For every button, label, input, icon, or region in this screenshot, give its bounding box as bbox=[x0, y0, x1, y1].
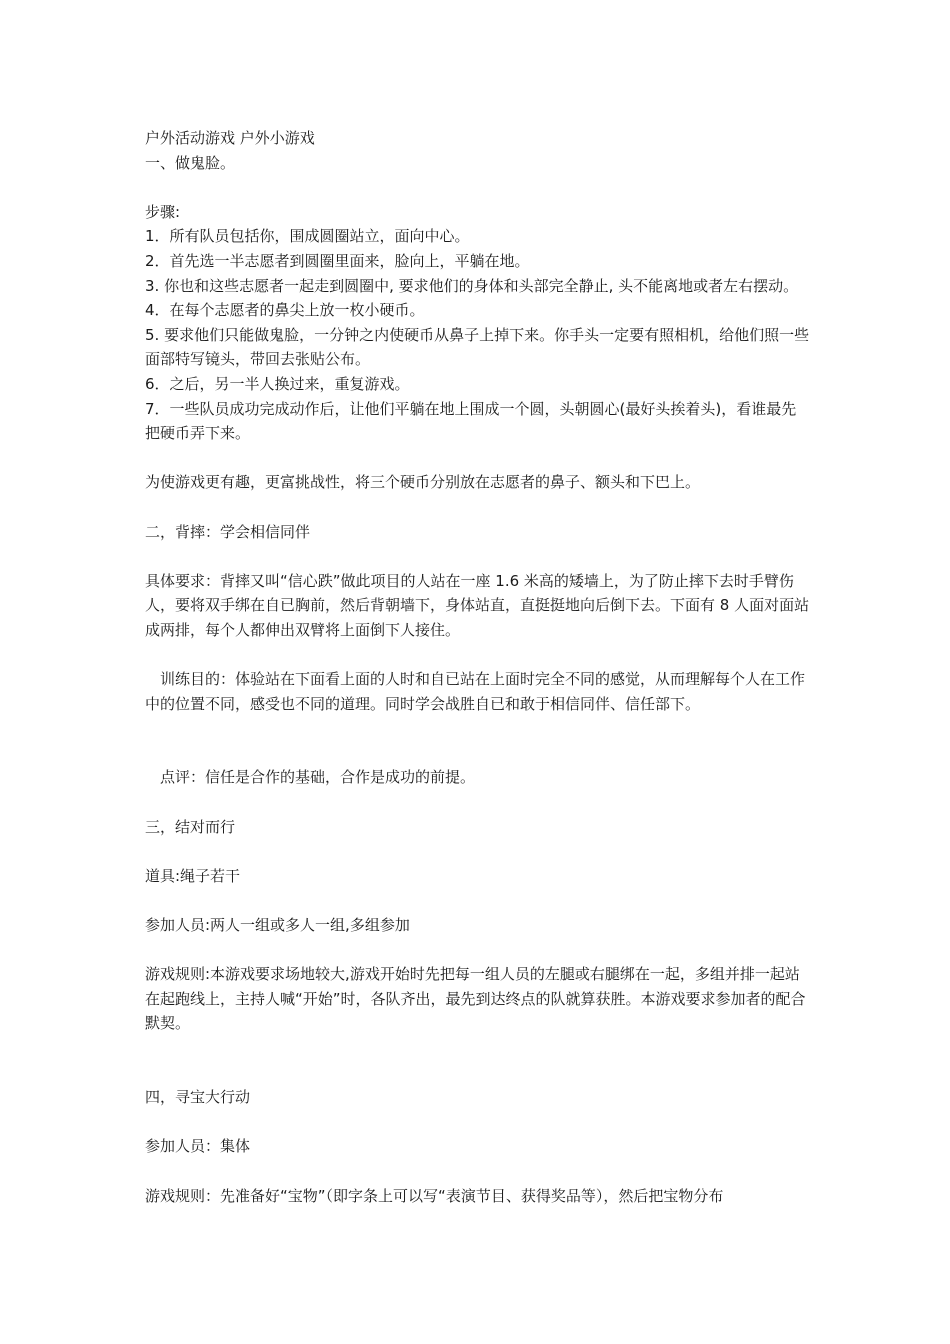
spacer bbox=[145, 938, 810, 963]
spacer bbox=[145, 175, 810, 200]
paragraph: 游戏规则:本游戏要求场地较大,游戏开始时先把每一组人员的左腿或右腿绑在一起，多组并排一起站在起跑线上，主持人喊“开始”时，各队齐出，最先到达终点的队就算获胜。本游戏要求参加者的配合默契。 bbox=[145, 965, 806, 1033]
spacer bbox=[145, 1110, 810, 1135]
step-item: 1．所有队员包括你，围成圆圈站立，面向中心。 bbox=[145, 227, 470, 246]
step-item: 6．之后，另一半人换过来，重复游戏。 bbox=[145, 374, 410, 393]
steps-label: 步骤: bbox=[145, 202, 181, 221]
step-item: 2．首先选一半志愿者到圆圈里面来，脸向上，平躺在地。 bbox=[145, 251, 530, 270]
step-item: 3. 你也和这些志愿者一起走到圆圈中, 要求他们的身体和头部完全静止, 头不能离地或者左右摆动。4．在每个志愿者的鼻尖上放一枚小硬币。 bbox=[145, 276, 799, 320]
paragraph: 道具:绳子若干 bbox=[145, 866, 241, 885]
document-body bbox=[145, 126, 810, 1208]
spacer bbox=[145, 642, 810, 667]
paragraph: 游戏规则：先准备好“宝物”（即字条上可以写“表演节目、获得奖品等），然后把宝物分布 bbox=[145, 1186, 724, 1205]
section-heading-4: 四，寻宝大行动 bbox=[145, 1088, 251, 1107]
paragraph: 训练目的：体验站在下面看上面的人时和自已站在上面时完全不同的感觉，从而理解每个人在工作中的位置不同，感受也不同的道理。同时学会战胜自已和敢于相信同伴、信任部下。 bbox=[145, 670, 806, 713]
spacer bbox=[145, 495, 810, 520]
section-heading-1: 一、做鬼脸。 bbox=[145, 153, 236, 172]
document-title: 户外活动游戏 户外小游戏 bbox=[145, 129, 315, 147]
spacer bbox=[145, 1036, 810, 1085]
paragraph: 点评：信任是合作的基础，合作是成功的前提。 bbox=[160, 768, 476, 787]
section-heading-2: 二，背摔：学会相信同伴 bbox=[145, 522, 311, 541]
paragraph: 具体要求：背摔又叫“信心跌”做此项目的人站在一座 1.6 米高的矮墙上，为了防止摔下去时手臂伤人，要将双手绑在自已胸前，然后背朝墙下，身体站直，直挺挺地向后倒下去。下面有 8 人面对面站成两排，每个人都伸出双臂将上面倒下人接住。 bbox=[145, 571, 810, 639]
spacer bbox=[145, 839, 810, 864]
spacer bbox=[145, 446, 810, 471]
spacer bbox=[145, 1159, 810, 1184]
paragraph: 为使游戏更有趣，更富挑战性，将三个硬币分别放在志愿者的鼻子、额头和下巴上。 bbox=[145, 473, 701, 492]
spacer bbox=[145, 790, 810, 815]
spacer bbox=[145, 544, 810, 569]
paragraph: 参加人员：集体 bbox=[145, 1137, 251, 1156]
section-heading-3: 三，结对而行 bbox=[145, 817, 236, 836]
paragraph: 参加人员:两人一组或多人一组,多组参加 bbox=[145, 916, 410, 934]
spacer bbox=[145, 888, 810, 913]
step-item: 5. 要求他们只能做鬼脸，一分钟之内使硬币从鼻子上掉下来。你手头一定要有照相机，给他们照一些面部特写镜头，带回去张贴公布。 bbox=[145, 325, 810, 369]
spacer bbox=[145, 716, 810, 765]
step-item: 7．一些队员成功完成动作后，让他们平躺在地上围成一个圆，头朝圆心(最好头挨着头)，看谁最先把硬币弄下来。 bbox=[145, 399, 797, 443]
